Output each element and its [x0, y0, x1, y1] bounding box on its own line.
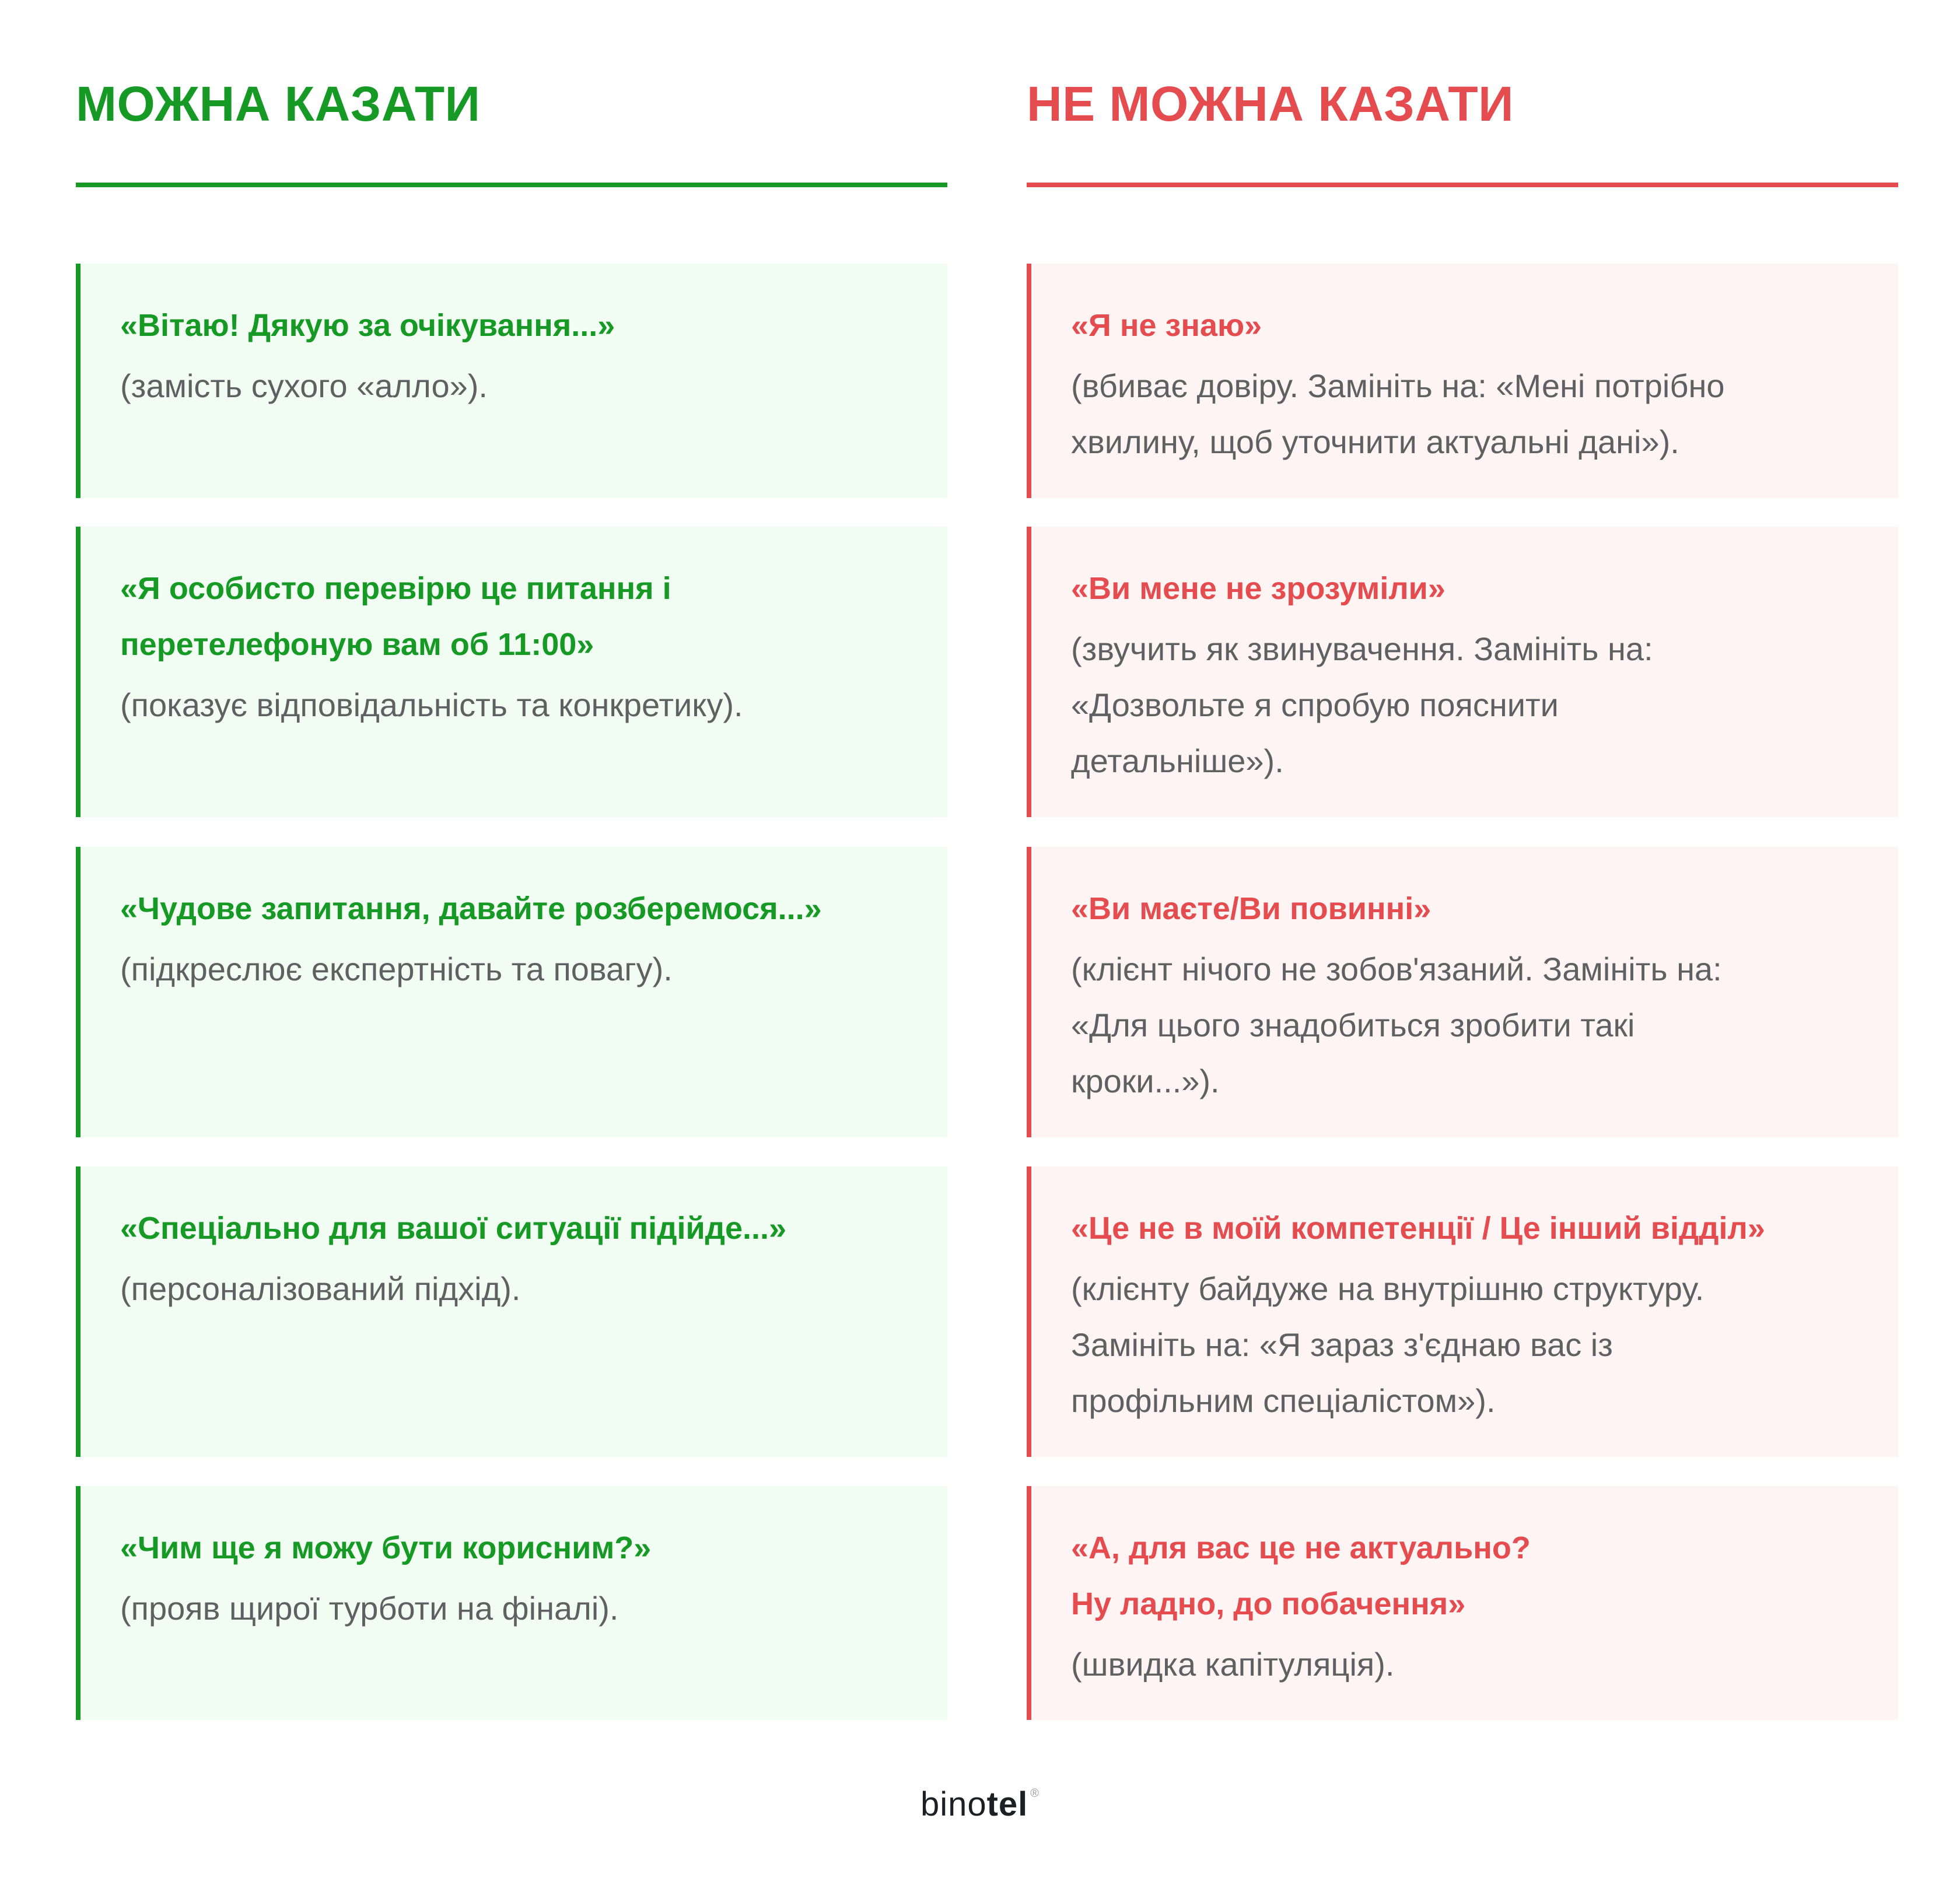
logo-text-bino: bino — [920, 1785, 987, 1823]
can-say-heading: МОЖНА КАЗАТИ — [76, 76, 481, 131]
cannot-say-card — [1027, 1486, 1898, 1720]
cannot-say-note: (клієнт нічого не зобов'язаний. Замініть на: «Для цього знадобиться зробити такі кроки...»). — [1071, 951, 1722, 1099]
binotel-logo — [0, 1785, 1960, 1824]
cannot-say-note: (звучить як звинувачення. Замініть на: «Дозвольте я спробую пояснити детальніше»). — [1071, 630, 1653, 779]
can-say-quote: «Я особисто перевірю це питання і перетелефоную вам об 11:00» — [120, 571, 671, 662]
can-say-note: (показує відповідальність та конкретику). — [120, 686, 743, 723]
can-say-divider — [76, 183, 947, 187]
can-say-note: (персоналізований підхід). — [120, 1270, 521, 1307]
can-say-quote: «Чим ще я можу бути корисним?» — [120, 1530, 652, 1565]
cannot-say-card — [1027, 527, 1898, 817]
can-say-card — [76, 847, 947, 1137]
can-say-quote: «Чудове запитання, давайте розберемося...» — [120, 891, 822, 926]
cannot-say-card — [1027, 847, 1898, 1137]
cannot-say-card — [1027, 264, 1898, 498]
can-say-quote: «Вітаю! Дякую за очікування...» — [120, 308, 615, 343]
cannot-say-card — [1027, 1166, 1898, 1457]
cannot-say-note: (швидка капітуляція). — [1071, 1646, 1395, 1683]
can-say-note: (замість сухого «алло»). — [120, 367, 488, 404]
can-say-quote: «Спеціально для вашої ситуації підійде...» — [120, 1211, 787, 1246]
cannot-say-note: (вбиває довіру. Замініть на: «Мені потрібно хвилину, щоб уточнити актуальні дані»). — [1071, 367, 1725, 460]
cannot-say-quote: «Це не в моїй компетенції / Це інший відділ» — [1071, 1211, 1765, 1246]
can-say-card — [76, 527, 947, 817]
registered-mark: ® — [1030, 1787, 1040, 1800]
cannot-say-heading: НЕ МОЖНА КАЗАТИ — [1027, 76, 1514, 131]
cannot-say-quote: «Ви мене не зрозуміли» — [1071, 571, 1446, 606]
logo-text-tel: tel — [986, 1785, 1028, 1823]
cannot-say-quote: «А, для вас це не актуально? Ну ладно, до побачення» — [1071, 1530, 1531, 1621]
can-say-note: (прояв щирої турботи на фіналі). — [120, 1590, 619, 1627]
can-say-card — [76, 1166, 947, 1457]
cannot-say-quote: «Я не знаю» — [1071, 308, 1262, 343]
cannot-say-note: (клієнту байдуже на внутрішню структуру. Замініть на: «Я зараз з'єднаю вас із профільним спеціалістом»). — [1071, 1270, 1704, 1419]
cannot-say-divider — [1027, 183, 1898, 187]
cannot-say-quote: «Ви маєте/Ви повинні» — [1071, 891, 1432, 926]
can-say-note: (підкреслює експертність та повагу). — [120, 951, 673, 987]
can-say-card — [76, 264, 947, 498]
can-say-card — [76, 1486, 947, 1720]
